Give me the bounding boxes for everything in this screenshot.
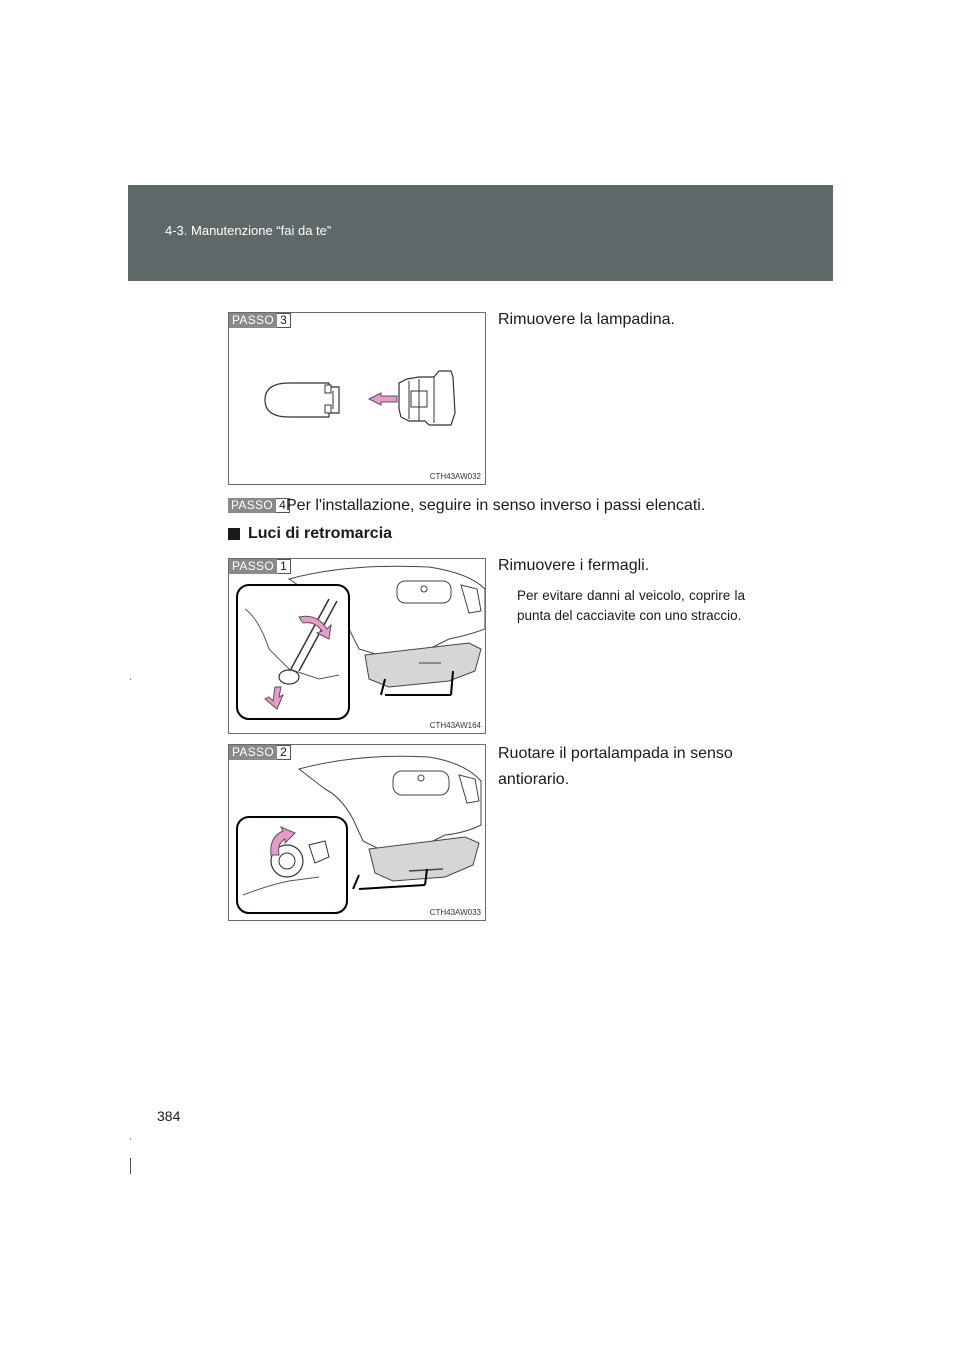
margin-mark [130,1138,131,1140]
step-badge [228,498,290,513]
figure-code: CTH43AW032 [429,472,481,481]
clip-removal-figure [228,558,486,734]
reverse-step1-note: Per evitare danni al veicolo, coprire la punta del cacciavite con uno straccio. [517,588,745,623]
bulb-removal-figure [228,312,486,485]
section-title-text: Luci di retromarcia [248,525,393,542]
step-badge-number: 2 [277,745,291,760]
reverse-step2-text-line2: antiorario. [498,771,570,788]
step-badge-word: PASSO [229,313,277,328]
margin-mark [130,1158,131,1174]
car-rear-clip-illustration [229,559,486,734]
reverse-step1-text: Rimuovere i fermagli. [498,557,650,574]
step-badge-number: 1 [277,559,291,574]
step-badge-number: 3 [277,313,291,328]
figure-code: CTH43AW033 [429,908,481,917]
step3-text: Rimuovere la lampadina. [498,311,675,328]
car-rear-socket-illustration [229,745,486,921]
section-title [228,525,392,543]
step-badge-word: PASSO [229,745,277,760]
reverse-step2-text-line1: Ruotare il portalampada in senso [498,745,733,762]
page-number: 384 [157,1108,181,1124]
socket-rotation-figure [228,744,486,921]
section-header-title: 4-3. Manutenzione “fai da te” [165,223,332,238]
step-badge-word: PASSO [228,498,276,513]
step4-text: Per l'installazione, seguire in senso inverso i passi elencati. [286,497,706,514]
bulb-illustration [229,313,486,485]
figure-code: CTH43AW164 [429,721,481,730]
section-header [128,185,833,281]
margin-mark [130,678,131,680]
step-badge-number: 4 [276,498,290,513]
step-badge-word: PASSO [229,559,277,574]
square-bullet-icon [228,528,240,540]
